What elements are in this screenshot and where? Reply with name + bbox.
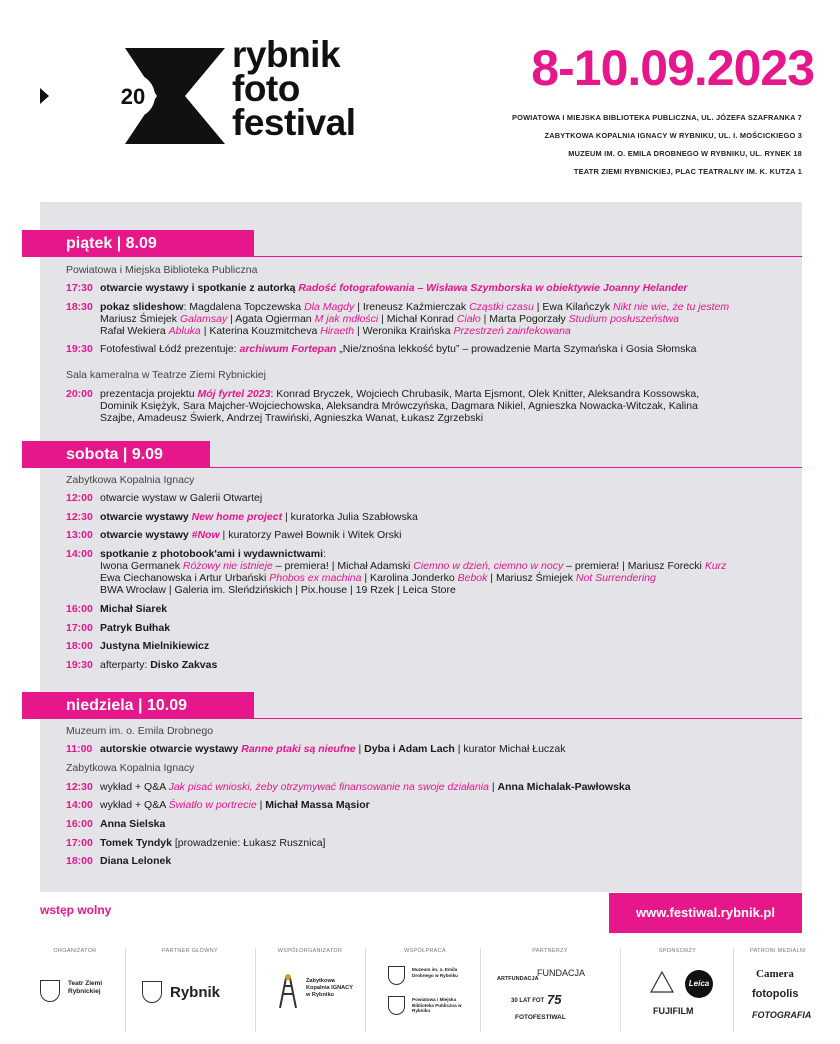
- event-row: 12:30 otwarcie wystawy New home project | kuratorka Julia Szabłowska: [66, 511, 418, 523]
- event-row: 16:00 Anna Sielska: [66, 818, 166, 830]
- event-row: 11:00 autorskie otwarcie wystawy Ranne ptaki są nieufne | Dyba i Adam Lach | kurator Michał Łuczak: [66, 743, 566, 755]
- organizer-column: ORGANIZATOR Teatr Ziemi Rybnickiej: [30, 948, 120, 1032]
- event-row: 18:30 pokaz slideshow: Magdalena Topczewska Dla Magdy | Ireneusz Kaźmierczak Cząstki czasu | Ewa Kilańczyk Nikt nie wie, że tu jestem Mariusz Śmiejek Galamsay | Agata Ogierman M jak mdłości | Michał Konrad Ciało | Marta Pogorzały Studium posłuszeństwa Rafał Wekiera Abluka | Katerina Kouzmitcheva Hiraeth | Weronika Kraińska Przestrzeń zainfekowana: [66, 301, 730, 337]
- triangle-logo-icon: [649, 970, 675, 994]
- logo-badge: 20: [120, 84, 146, 109]
- event-row: 12:00 otwarcie wystaw w Galerii Otwartej: [66, 492, 263, 504]
- venue-label: Powiatowa i Miejska Biblioteka Publiczna: [66, 264, 258, 276]
- leica-logo: Leica: [685, 970, 713, 998]
- day-header-saturday: sobota | 9.09: [22, 441, 210, 468]
- event-row: 17:00 Patryk Bułhak: [66, 622, 171, 634]
- partners-column: PARTNERZY ARTFUNDACJA FUNDACJA 30 LAT FOT 75 FOTOFESTIWAL: [497, 948, 586, 1021]
- website-link[interactable]: www.festiwal.rybnik.pl: [609, 893, 802, 933]
- partners-strip: [0, 948, 840, 1038]
- crest-icon: [40, 980, 60, 1002]
- event-time: 18:30: [66, 301, 93, 313]
- venue-label: Sala kameralna w Teatrze Ziemi Rybnickiej: [66, 369, 266, 381]
- event-row: 16:00 Michał Siarek: [66, 603, 168, 615]
- event-time: 17:30: [66, 282, 93, 294]
- venue-address: ZABYTKOWA KOPALNIA IGNACY W RYBNIKU, UL. I. MOŚCICKIEGO 3: [544, 131, 802, 140]
- brand-line-2: foto: [232, 68, 300, 109]
- mine-tower-icon: [276, 972, 300, 1008]
- festival-dates: 8-10.09.2023: [531, 40, 814, 96]
- venue-list: [512, 113, 802, 185]
- venue-label: Zabytkowa Kopalnia Ignacy: [66, 762, 195, 774]
- event-time: 19:30: [66, 343, 93, 355]
- event-row: 17:30 otwarcie wystawy i spotkanie z autorką Radość fotografowania – Wisława Szymborska w obiektywie Joanny Helander: [66, 282, 688, 294]
- header: [0, 0, 840, 200]
- crest-icon: [142, 981, 162, 1003]
- event-row: 18:00 Diana Lelonek: [66, 855, 172, 867]
- event-row: 18:00 Justyna Mielnikiewicz: [66, 640, 210, 652]
- festival-name: [232, 34, 356, 143]
- crest-icon: [388, 996, 405, 1015]
- brand-line-3: festival: [232, 102, 356, 143]
- free-entry-label: wstęp wolny: [40, 903, 112, 917]
- venue-label: Muzeum im. o. Emila Drobnego: [66, 725, 214, 737]
- venue-address: MUZEUM IM. O. EMILA DROBNEGO W RYBNIKU, UL. RYNEK 18: [568, 149, 802, 158]
- event-row: 14:00 wykład + Q&A Światło w portrecie | Michał Massa Mąsior: [66, 799, 370, 811]
- coorganizer-column: WSPÓŁORGANIZATOR Zabytkowa Kopalnia IGNACY w Rybniku: [260, 948, 360, 1032]
- crest-icon: [388, 966, 405, 985]
- main-partner-column: PARTNER GŁÓWNY Rybnik: [130, 948, 250, 1032]
- brand-line-1: rybnik: [232, 34, 341, 75]
- event-row: 19:30 afterparty: Disko Zakvas: [66, 659, 218, 671]
- day-header-friday: piątek | 8.09: [22, 230, 254, 257]
- event-row: 17:00 Tomek Tyndyk [prowadzenie: Łukasz Rusznica]: [66, 837, 326, 849]
- event-time: 20:00: [66, 388, 93, 400]
- day-header-sunday: niedziela | 10.09: [22, 692, 254, 719]
- media-patrons-column: PATRONI MEDIALNI Camera fotopolis FOTOGRAFIA: [750, 948, 812, 1020]
- event-row: 12:30 wykład + Q&A Jak pisać wnioski, żeby otrzymywać finansowanie na swoje działania | Anna Michalak-Pawłowska: [66, 781, 631, 793]
- venue-address: POWIATOWA I MIEJSKA BIBLIOTEKA PUBLICZNA, UL. JÓZEFA SZAFRANKA 7: [512, 113, 802, 122]
- cooperation-column: WSPÓŁPRACA Muzeum im. o. Emila Drobnego w Rybniku Powiatowa i Miejska Biblioteka Publiczna w Rybniku: [370, 948, 480, 1032]
- play-arrow-icon: [40, 88, 49, 104]
- event-row: 20:00 prezentacja projektu Mój fyrtel 2023: Konrad Bryczek, Wojciech Chrubasik, Marta Ejsmont, Olek Knitter, Aleksandra Kossowska, Dominik Księżyk, Sara Majcher-Wojciechowska, Aleksandra Mrówczyńska, Dagmara Nikiel, Agnieszka Nowacka-Witczak, Kalina Szajbe, Amadeusz Świerk, Andrzej Trawiński, Agnieszka Wanat, Łukasz Zgrzebski: [66, 388, 700, 424]
- venue-label: Zabytkowa Kopalnia Ignacy: [66, 474, 195, 486]
- event-row: 19:30 Fotofestiwal Łódź prezentuje: archiwum Fortepan „Nie/znośna lekkość bytu” – prowadzenie Marta Szymańska i Gosia Słomska: [66, 343, 697, 355]
- event-row: 13:00 otwarcie wystawy #Now | kuratorzy Paweł Bownik i Witek Orski: [66, 529, 402, 541]
- sponsors-column: SPONSORZY Leica FUJIFILM: [625, 948, 730, 1032]
- festival-logo: [105, 48, 225, 144]
- venue-address: TEATR ZIEMI RYBNICKIEJ, PLAC TEATRALNY IM. K. KUTZA 1: [573, 167, 802, 176]
- event-row: 14:00 spotkanie z photobook'ami i wydawnictwami: Iwona Germanek Różowy nie istnieje – premiera! | Michał Adamski Ciemno w dzień, ciemno w nocy – premiera! | Mariusz Forecki Kurz Ewa Ciechanowska i Artur Urbański Phobos ex machina | Karolina Jonderko Bebok | Mariusz Śmiejek Not Surrendering BWA Wrocław | Galeria im. Sleńdzińskich | Pix.house | 19 Rzek | Leica Store: [66, 548, 727, 596]
